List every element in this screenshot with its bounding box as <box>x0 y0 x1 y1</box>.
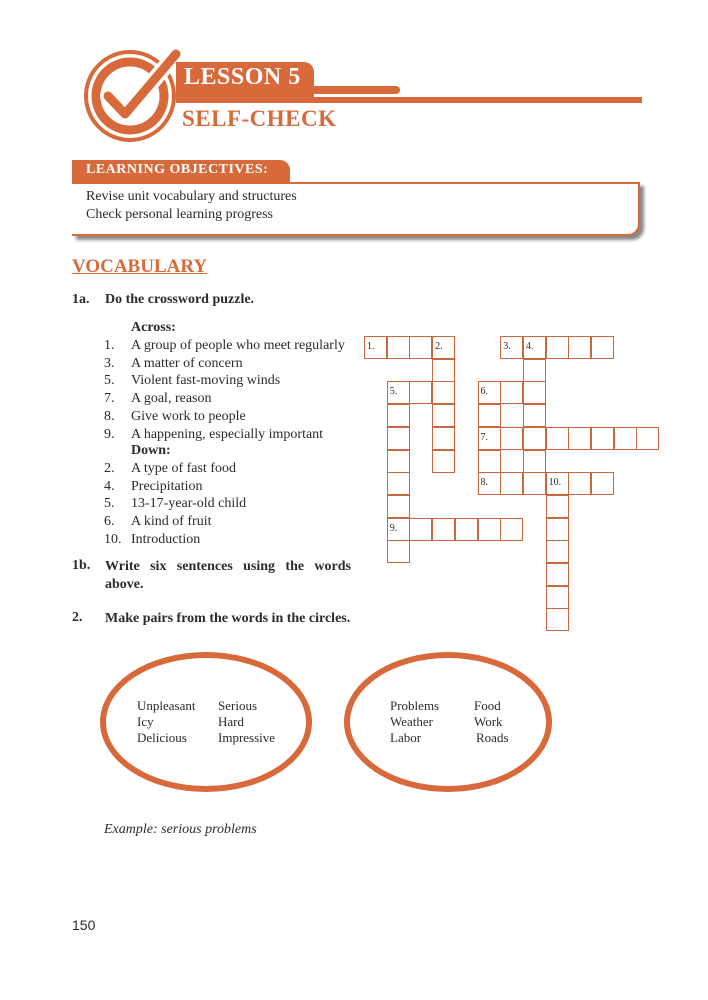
word-circle-left <box>100 652 312 792</box>
objective-item: Revise unit vocabulary and structures <box>86 189 297 204</box>
clue-across: A matter of concern <box>131 355 243 371</box>
crossword-cell[interactable] <box>409 518 432 541</box>
crossword-number: 4. <box>525 341 534 352</box>
crossword-number: 10. <box>548 477 562 489</box>
word: Unpleasant <box>137 698 196 713</box>
question-text: Write six sentences using the words above. <box>105 559 351 592</box>
crossword-number: 2. <box>435 341 443 352</box>
question-number: 1b. <box>72 558 91 573</box>
crossword-cell[interactable] <box>432 404 455 427</box>
clue-number: 7. <box>104 391 115 407</box>
crossword-cell[interactable] <box>387 450 410 473</box>
crossword-number: 7. <box>480 431 488 443</box>
crossword-cell[interactable] <box>523 359 546 382</box>
crossword-number: 3. <box>503 341 511 352</box>
crossword-cell[interactable] <box>546 540 569 563</box>
word: Impressive <box>218 730 276 745</box>
crossword-cell[interactable] <box>387 404 410 427</box>
crossword-cell[interactable] <box>432 381 455 404</box>
word: Hard <box>218 714 244 729</box>
clue-number: 4. <box>104 478 115 494</box>
crossword-number: 9. <box>389 522 398 534</box>
crossword-cell[interactable] <box>500 518 523 541</box>
across-label: Across: <box>131 320 176 335</box>
crossword-cell[interactable] <box>546 586 569 609</box>
crossword-cell[interactable] <box>500 472 523 495</box>
clue-across: Violent fast-moving winds <box>131 373 281 389</box>
crossword-cell[interactable] <box>591 427 614 450</box>
question-text: Do the crossword puzzle. <box>105 292 255 307</box>
crossword-cell[interactable] <box>568 427 591 450</box>
word: Serious <box>218 698 257 713</box>
crossword-cell[interactable] <box>432 336 455 359</box>
crossword-cell[interactable] <box>478 427 501 450</box>
crossword-cell[interactable] <box>546 608 569 631</box>
word: Food <box>474 698 501 713</box>
crossword-cell[interactable] <box>478 518 501 541</box>
clue-number: 6. <box>104 514 115 530</box>
crossword-cell[interactable] <box>546 518 569 541</box>
clue-number: 10. <box>104 531 122 547</box>
word: Labor <box>390 730 422 745</box>
clue-down: 13-17-year-old child <box>131 496 247 512</box>
crossword-cell[interactable] <box>636 427 659 450</box>
checkmark-icon <box>80 44 190 154</box>
crossword-number: 6. <box>480 386 488 398</box>
crossword-cell[interactable] <box>523 427 546 450</box>
crossword-cell[interactable] <box>387 427 410 450</box>
crossword-cell[interactable] <box>500 336 523 359</box>
clue-down: Precipitation <box>131 478 203 494</box>
crossword-cell[interactable] <box>546 336 569 359</box>
crossword-cell[interactable] <box>409 336 432 359</box>
example-text: Example: serious problems <box>104 822 257 837</box>
clue-across: Give work to people <box>131 408 246 424</box>
question-number: 2. <box>72 610 83 625</box>
clue-number: 2. <box>104 461 115 476</box>
word: Work <box>474 714 503 729</box>
crossword-cell[interactable] <box>432 427 455 450</box>
crossword-cell[interactable] <box>432 359 455 382</box>
crossword-number: 8. <box>480 477 488 489</box>
word: Problems <box>390 698 440 713</box>
crossword-cell[interactable] <box>546 495 569 518</box>
crossword-cell[interactable] <box>546 563 569 586</box>
crossword-cell[interactable] <box>523 472 546 495</box>
crossword-cell[interactable] <box>387 518 410 541</box>
crossword-cell[interactable] <box>591 336 614 359</box>
crossword-cell[interactable] <box>432 450 455 473</box>
crossword-cell[interactable] <box>523 450 546 473</box>
crossword-cell[interactable] <box>523 381 546 404</box>
crossword-cell[interactable] <box>546 427 569 450</box>
clue-down: A kind of fruit <box>131 514 212 530</box>
question-text: Make pairs from the words in the circles. <box>105 611 351 626</box>
crossword-cell[interactable] <box>478 381 501 404</box>
clue-number: 8. <box>104 408 115 424</box>
crossword-cell[interactable] <box>478 404 501 427</box>
crossword-number: 1. <box>367 341 375 352</box>
crossword-cell[interactable] <box>546 472 569 495</box>
clue-number: 1. <box>104 338 115 353</box>
word: Roads <box>476 730 509 745</box>
crossword-cell[interactable] <box>591 472 614 495</box>
word: Delicious <box>137 730 187 745</box>
crossword-cell[interactable] <box>409 381 432 404</box>
word: Weather <box>390 714 433 729</box>
clue-number: 5. <box>104 373 115 389</box>
crossword-cell[interactable] <box>455 518 478 541</box>
crossword-number: 5. <box>389 386 398 398</box>
crossword-cell[interactable] <box>387 540 410 563</box>
crossword-cell[interactable] <box>478 472 501 495</box>
word: Icy <box>137 714 154 729</box>
crossword-cell[interactable] <box>432 518 455 541</box>
lesson-title: LESSON 5 <box>184 64 301 90</box>
word-circle-right <box>344 652 552 792</box>
crossword-cell[interactable] <box>568 336 591 359</box>
objective-item: Check personal learning progress <box>86 207 273 222</box>
section-heading-vocabulary: VOCABULARY <box>72 256 208 277</box>
clue-number: 9. <box>104 426 115 442</box>
clue-down: A type of fast food <box>131 461 236 476</box>
question-number: 1a. <box>72 292 90 307</box>
page-title: SELF-CHECK <box>182 106 337 131</box>
down-label: Down: <box>131 443 171 458</box>
clue-number: 3. <box>104 355 115 371</box>
crossword-cell[interactable] <box>364 336 387 359</box>
crossword-cell[interactable] <box>568 472 591 495</box>
page-number: 150 <box>72 917 96 933</box>
clue-down: Introduction <box>131 531 201 547</box>
crossword-cell[interactable] <box>614 427 637 450</box>
crossword-cell[interactable] <box>387 336 410 359</box>
crossword-cell[interactable] <box>500 381 523 404</box>
crossword-cell[interactable] <box>523 336 546 359</box>
clue-across: A happening, especially important <box>131 426 324 442</box>
crossword-cell[interactable] <box>500 427 523 450</box>
crossword-cell[interactable] <box>478 450 501 473</box>
crossword-cell[interactable] <box>387 472 410 495</box>
objectives-label: LEARNING OBJECTIVES: <box>86 162 269 177</box>
clue-across: A group of people who meet regularly <box>131 338 345 353</box>
crossword-cell[interactable] <box>523 404 546 427</box>
crossword-cell[interactable] <box>387 381 410 404</box>
clue-across: A goal, reason <box>131 391 212 407</box>
clue-number: 5. <box>104 496 115 512</box>
crossword-cell[interactable] <box>387 495 410 518</box>
